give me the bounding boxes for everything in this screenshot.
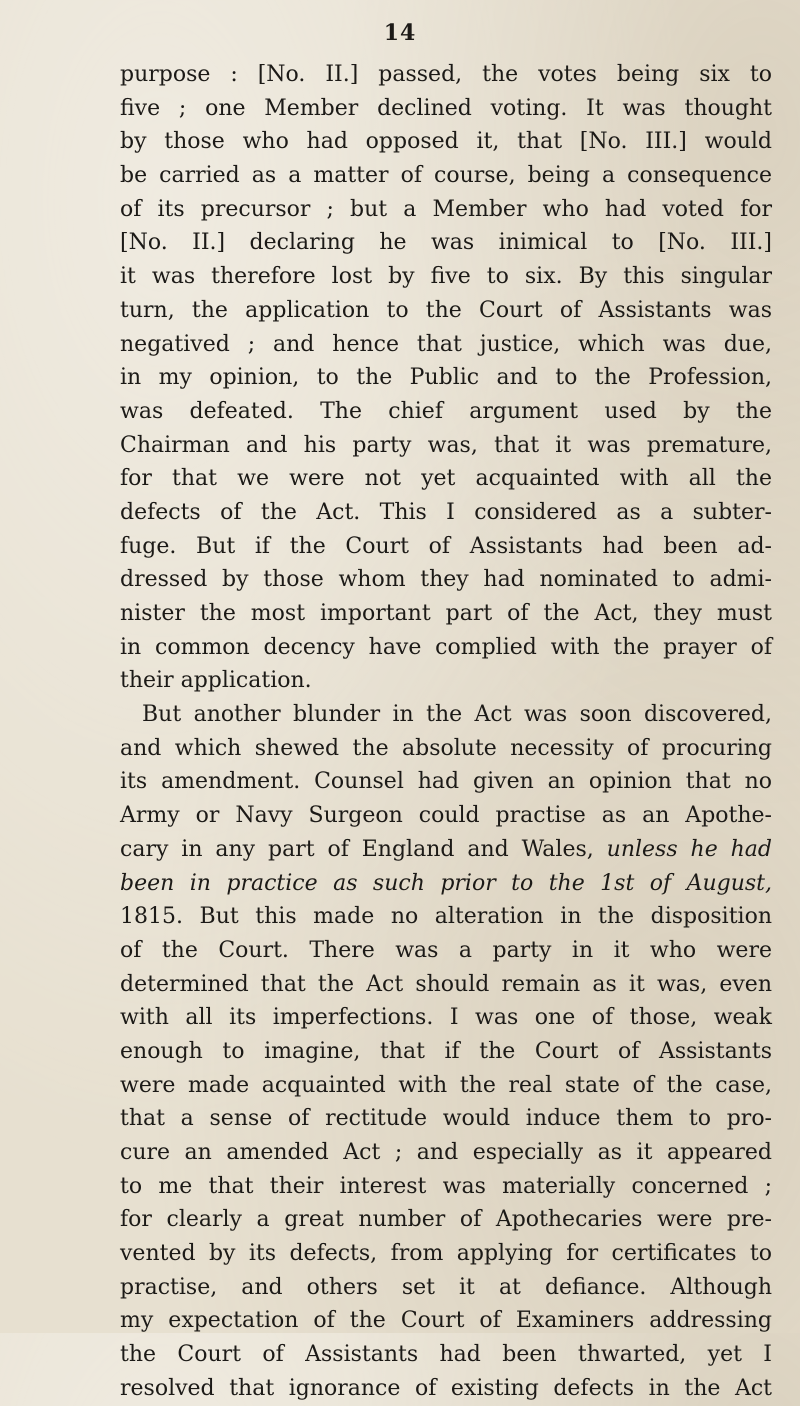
text-line: to me that their interest was materially concerned ;: [120, 1173, 772, 1199]
text-line: were made acquainted with the real state of the case,: [120, 1072, 772, 1098]
text-line: that a sense of rectitude would induce them to pro-: [120, 1106, 772, 1132]
text-line: in common decency have complied with the prayer of: [120, 634, 772, 660]
text-line: it was therefore lost by five to six. By this singular: [120, 264, 772, 290]
text-line: the Court of Assistants had been thwarted, yet I: [120, 1342, 772, 1368]
text-line: turn, the application to the Court of Assistants was: [120, 297, 772, 323]
text-line: practise, and others set it at defiance. Although: [120, 1274, 772, 1300]
text-line: enough to imagine, that if the Court of Assistants: [120, 1038, 772, 1064]
text-line: defects of the Act. This I considered as a subter-: [120, 499, 772, 525]
text-line: nister the most important part of the Act, they must: [120, 601, 772, 626]
text-line: my expectation of the Court of Examiners addressing: [120, 1308, 772, 1334]
text-line: purpose : [No. II.] passed, the votes being six to: [120, 62, 772, 87]
text-line: Chairman and his party was, that it was premature,: [120, 432, 772, 458]
text-segment: cary in any part of England and Wales,: [120, 836, 607, 862]
text-line: and which shewed the absolute necessity of procuring: [120, 735, 772, 761]
text-line-with-italic: [120, 833, 772, 867]
text-line: Army or Navy Surgeon could practise as an Apothe-: [120, 803, 772, 829]
body-text: [120, 58, 772, 1406]
text-line: with all its imperfections. I was one of those, weak: [120, 1005, 772, 1031]
text-line: by those who had opposed it, that [No. III.] would: [120, 129, 772, 155]
text-line: fuge. But if the Court of Assistants had been ad-: [120, 533, 772, 559]
text-line: was defeated. The chief argument used by the: [120, 398, 772, 424]
italic-line: been in practice as such prior to the 1st of August,: [120, 870, 772, 896]
text-line: dressed by those whom they had nominated to admi-: [120, 567, 772, 593]
text-line: determined that the Act should remain as it was, even: [120, 971, 772, 997]
text-line: in my opinion, to the Public and to the Profession,: [120, 365, 772, 391]
text-line: be carried as a matter of course, being a consequence: [120, 163, 772, 189]
text-line: for that we were not yet acquainted with all the: [120, 466, 772, 492]
text-line: cure an amended Act ; and especially as it appeared: [120, 1140, 772, 1165]
text-line: [No. II.] declaring he was inimical to [No. III.]: [120, 230, 772, 256]
text-line: 1815. But this made no alteration in the disposition: [120, 904, 772, 930]
text-line: vented by its defects, from applying for certificates to: [120, 1241, 772, 1267]
page-number: 14: [383, 20, 417, 46]
text-line: for clearly a great number of Apothecaries were pre-: [120, 1207, 772, 1233]
text-line: of the Court. There was a party in it who were: [120, 937, 772, 963]
paragraph-end-line: their application.: [120, 668, 312, 694]
text-line: its amendment. Counsel had given an opinion that no: [120, 769, 772, 795]
text-line: negatived ; and hence that justice, which was due,: [120, 331, 772, 357]
text-line: resolved that ignorance of existing defects in the Act: [120, 1375, 772, 1401]
italic-phrase: unless he had: [606, 836, 772, 862]
text-line: of its precursor ; but a Member who had voted for: [120, 196, 772, 222]
text-line: five ; one Member declined voting. It was thought: [120, 95, 772, 121]
paragraph-start-line: But another blunder in the Act was soon discovered,: [142, 702, 772, 728]
